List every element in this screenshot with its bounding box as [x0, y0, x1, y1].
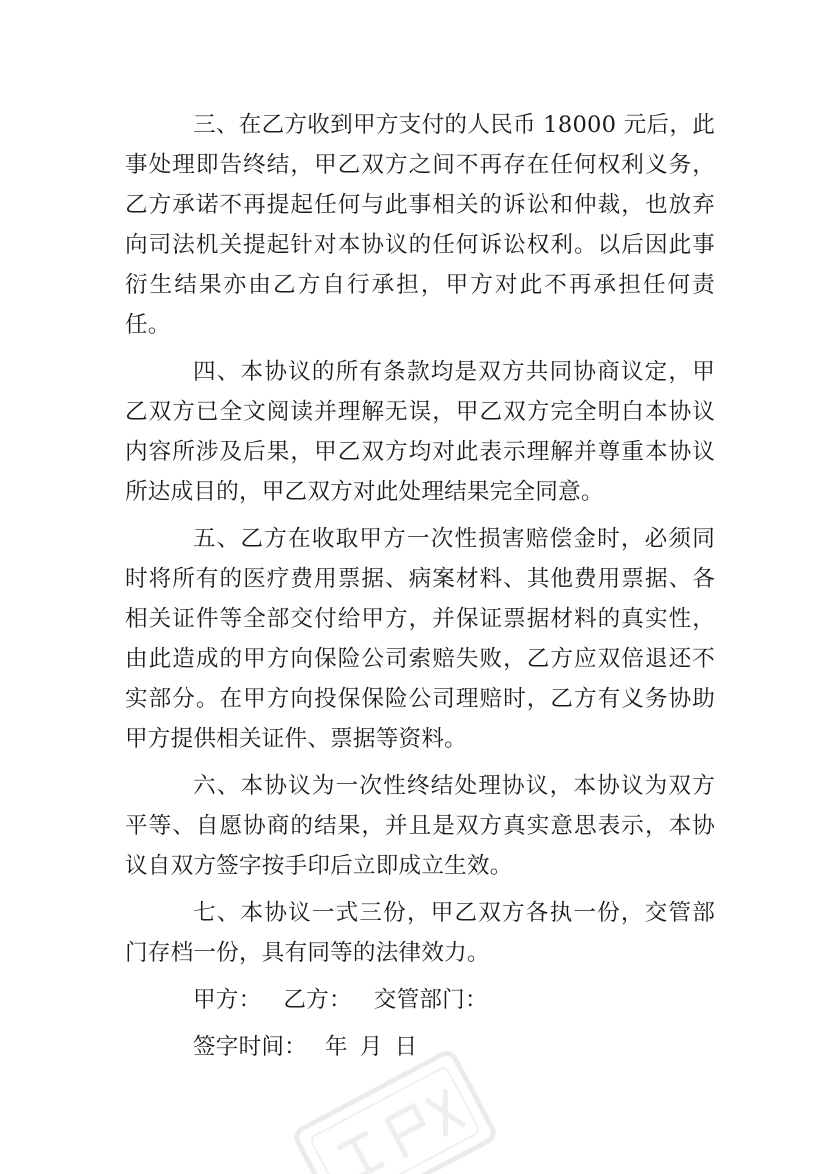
party-a-label: 甲方： — [193, 987, 262, 1013]
traffic-dept-label: 交管部门： — [373, 987, 488, 1013]
signature-line — [125, 980, 715, 1020]
clause-3: 三、在乙方收到甲方支付的人民币 18000 元后，此事处理即告终结，甲乙双方之间不再存在任何权利义务，乙方承诺不再提起任何与此事相关的诉讼和仲裁，也放弃向司法机关提起针对本协议的任何诉讼权利。以后因此事衍生结果亦由乙方自行承担，甲方对此不再承担任何责任。 — [125, 112, 715, 338]
party-b-label: 乙方： — [283, 987, 352, 1013]
clause-6: 六、本协议为一次性终结处理协议，本协议为双方平等、自愿协商的结果，并且是双方真实意思表示，本协议自双方签字按手印后立即成立生效。 — [125, 773, 715, 879]
sign-date-day: 日 — [394, 1034, 418, 1060]
clause-4: 四、本协议的所有条款均是双方共同协商议定，甲乙双方已全文阅读并理解无误，甲乙双方完全明白本协议内容所涉及后果，甲乙双方均对此表示理解并尊重本协议所达成目的，甲乙双方对此处理结果完全同意。 — [125, 359, 715, 505]
document-body — [125, 105, 715, 1067]
sign-date-year: 年 — [324, 1034, 348, 1060]
sign-date-label: 签字时间： — [193, 1034, 307, 1060]
clause-5: 五、乙方在收取甲方一次性损害赔偿金时，必须同时将所有的医疗费用票据、病案材料、其他费用票据、各相关证件等全部交付给甲方，并保证票据材料的真实性，由此造成的甲方向保险公司索赔失败，乙方应双倍退还不实部分。在甲方向投保保险公司理赔时，乙方有义务协助甲方提供相关证件、票据等资料。 — [125, 526, 715, 752]
clause-7: 七、本协议一式三份，甲乙双方各执一份，交管部门存档一份，具有同等的法律效力。 — [125, 900, 715, 966]
sign-date-month: 月 — [359, 1034, 383, 1060]
